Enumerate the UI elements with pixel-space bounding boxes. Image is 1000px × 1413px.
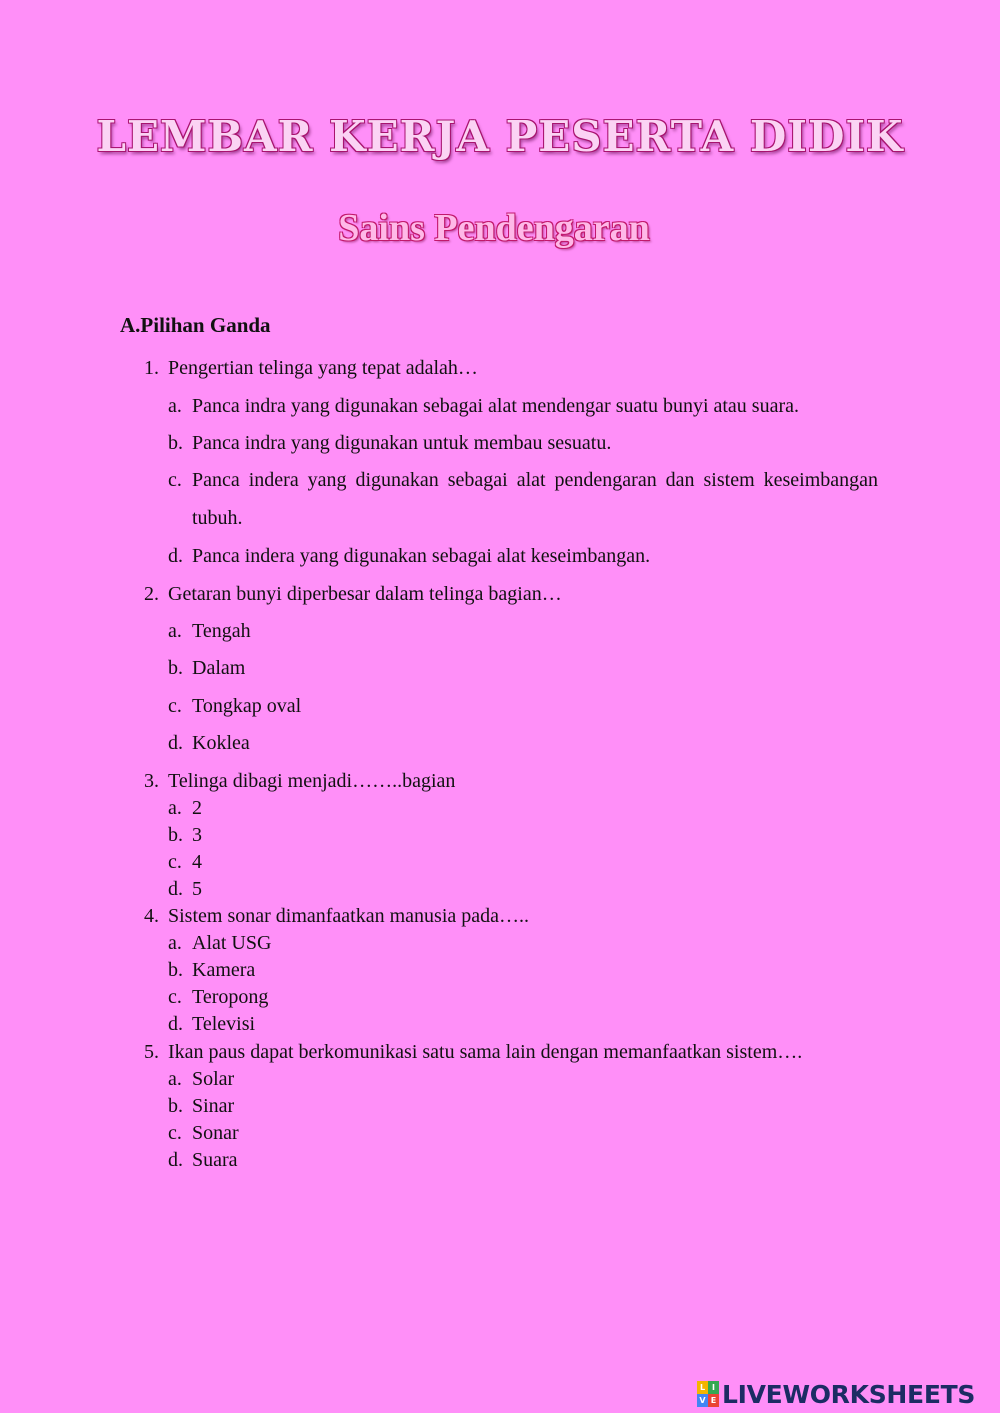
option-text: Panca indra yang digunakan untuk membau sesuatu. [192, 432, 612, 454]
question-2 [144, 581, 562, 607]
question-5-option-d[interactable] [168, 1147, 238, 1173]
question-text: Getaran bunyi diperbesar dalam telinga bagian… [168, 583, 562, 605]
option-text: Kamera [192, 959, 256, 981]
question-3-option-c[interactable] [168, 849, 202, 875]
option-text: Panca indera yang digunakan sebagai alat keseimbangan. [192, 545, 651, 567]
option-letter: a. [168, 620, 182, 642]
option-text: Alat USG [192, 932, 272, 954]
option-letter: c. [168, 469, 182, 491]
option-text: 4 [192, 851, 202, 873]
question-2-option-c[interactable] [168, 693, 301, 719]
option-text: 2 [192, 797, 202, 819]
option-letter: d. [168, 1013, 183, 1035]
question-5-option-c[interactable] [168, 1120, 239, 1146]
option-text: Televisi [192, 1013, 256, 1035]
question-3-option-b[interactable] [168, 822, 202, 848]
question-4-option-d[interactable] [168, 1011, 255, 1037]
option-text: 5 [192, 878, 202, 900]
question-number: 5. [144, 1041, 159, 1063]
option-text: 3 [192, 824, 202, 846]
question-2-option-d[interactable] [168, 730, 250, 756]
option-letter: b. [168, 824, 183, 846]
logo-icon-letter: E [708, 1394, 719, 1407]
option-letter: c. [168, 1122, 182, 1144]
question-3 [144, 768, 455, 794]
liveworksheets-logo-text: LIVEWORKSHEETS [722, 1379, 976, 1409]
option-letter: c. [168, 986, 182, 1008]
question-text: Sistem sonar dimanfaatkan manusia pada….. [168, 905, 530, 927]
question-4-option-a[interactable] [168, 930, 271, 956]
option-text: Panca indera yang digunakan sebagai alat pendengaran dan sistem keseimbangan tubuh. [192, 469, 878, 529]
option-letter: c. [168, 851, 182, 873]
option-letter: a. [168, 932, 182, 954]
question-2-option-b[interactable] [168, 655, 245, 681]
question-number: 1. [144, 357, 159, 379]
question-4-option-c[interactable] [168, 984, 268, 1010]
question-text: Telinga dibagi menjadi……..bagian [168, 770, 456, 792]
option-letter: a. [168, 395, 182, 417]
option-text: Tengah [192, 620, 251, 642]
option-letter: d. [168, 545, 183, 567]
question-4-option-b[interactable] [168, 957, 255, 983]
question-text: Pengertian telinga yang tepat adalah… [168, 357, 478, 379]
question-4 [144, 903, 529, 929]
option-letter: a. [168, 1068, 182, 1090]
question-1-option-b[interactable] [168, 430, 611, 456]
logo-icon-letter: L [697, 1381, 708, 1394]
question-number: 4. [144, 905, 159, 927]
question-1-option-d[interactable] [168, 543, 650, 569]
section-title: Pilihan Ganda [140, 313, 271, 337]
option-letter: b. [168, 432, 183, 454]
logo-icon-letter: V [697, 1394, 708, 1407]
section-heading [120, 313, 271, 338]
logo-icon-letter: I [708, 1381, 719, 1394]
option-text: Solar [192, 1068, 235, 1090]
question-5-option-b[interactable] [168, 1093, 234, 1119]
question-3-option-a[interactable] [168, 795, 202, 821]
option-letter: b. [168, 959, 183, 981]
option-letter: d. [168, 732, 183, 754]
option-text: Sinar [192, 1095, 235, 1117]
question-1-option-a[interactable] [168, 393, 799, 419]
question-number: 3. [144, 770, 159, 792]
question-number: 2. [144, 583, 159, 605]
question-5 [144, 1039, 802, 1065]
question-text: Ikan paus dapat berkomunikasi satu sama lain dengan memanfaatkan sistem…. [168, 1041, 803, 1063]
question-1 [144, 355, 478, 381]
liveworksheets-logo [697, 1377, 975, 1411]
section-label: A. [120, 313, 141, 337]
question-3-option-d[interactable] [168, 876, 202, 902]
option-text: Teropong [192, 986, 269, 1008]
option-text: Dalam [192, 657, 246, 679]
liveworksheets-logo-icon [697, 1381, 719, 1407]
question-2-option-a[interactable] [168, 618, 251, 644]
option-text: Panca indra yang digunakan sebagai alat mendengar suatu bunyi atau suara. [192, 395, 800, 417]
worksheet-title: LEMBAR KERJA PESERTA DIDIK [96, 112, 904, 161]
option-letter: c. [168, 695, 182, 717]
option-letter: b. [168, 657, 183, 679]
option-letter: b. [168, 1095, 183, 1117]
option-text: Koklea [192, 732, 250, 754]
question-1-option-c[interactable] [168, 461, 878, 537]
question-5-option-a[interactable] [168, 1066, 234, 1092]
option-letter: a. [168, 797, 182, 819]
option-text: Suara [192, 1149, 238, 1171]
option-letter: d. [168, 1149, 183, 1171]
option-text: Tongkap oval [192, 695, 302, 717]
worksheet-subtitle: Sains Pendengaran [338, 207, 650, 249]
option-letter: d. [168, 878, 183, 900]
option-text: Sonar [192, 1122, 239, 1144]
